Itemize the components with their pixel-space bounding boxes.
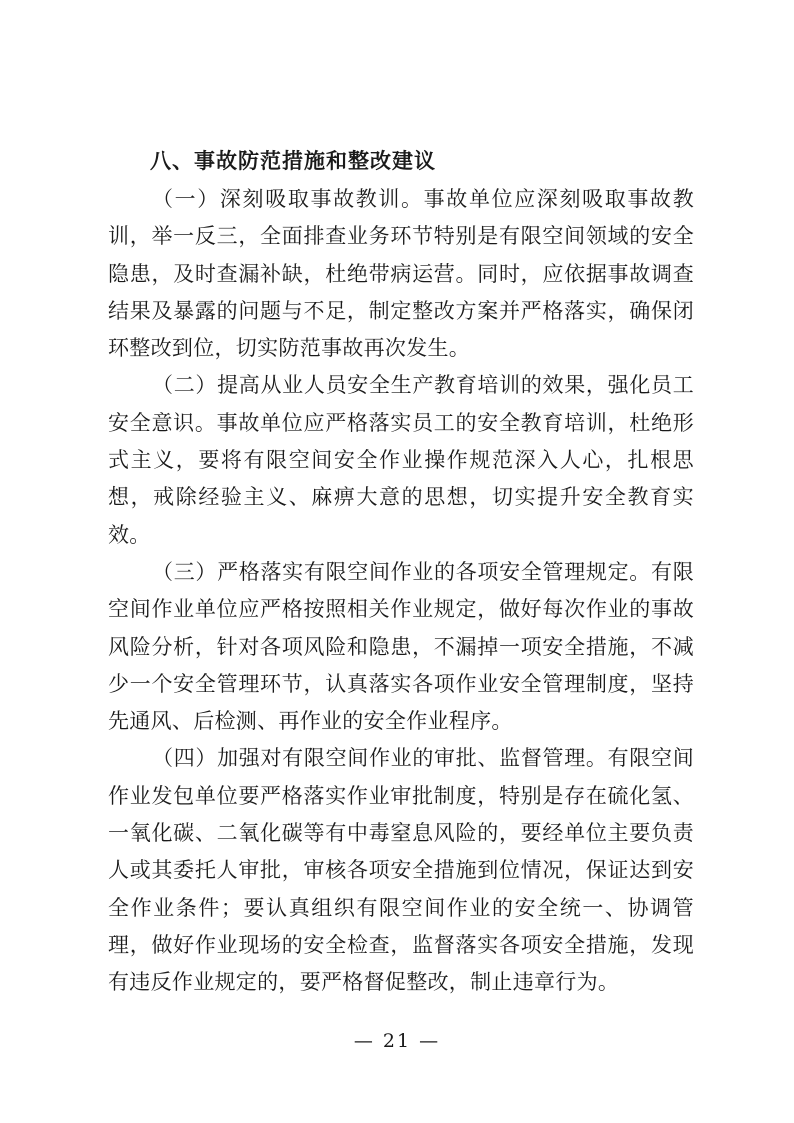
paragraph-3: （三）严格落实有限空间作业的各项安全管理规定。有限空间作业单位应严格按照相关作业规定，做好每次作业的事故风险分析，针对各项风险和隐患，不漏掉一项安全措施，不减少一个安全管理环节，认真落实各项作业安全管理制度，坚持先通风、后检测、再作业的安全作业程序。 — [108, 559, 694, 734]
paragraph-4: （四）加强对有限空间作业的审批、监督管理。有限空间作业发包单位要严格落实作业审批制度，特别是存在硫化氢、一氧化碳、二氧化碳等有中毒窒息风险的，要经单位主要负责人或其委托人审批，审核各项安全措施到位情况，保证达到安全作业条件；要认真组织有限空间作业的安全统一、协调管理，做好作业现场的安全检查，监督落实各项安全措施，发现有违反作业规定的，要严格督促整改，制止违章行为。 — [108, 746, 694, 995]
section-heading: 八、事故防范措施和整改建议 — [150, 149, 436, 173]
body-text — [108, 181, 694, 1002]
page-number: — 21 — — [353, 1030, 441, 1052]
paragraph-1: （一）深刻吸取事故教训。事故单位应深刻吸取事故教训，举一反三，全面排查业务环节特别是有限空间领域的安全隐患，及时查漏补缺，杜绝带病运营。同时，应依据事故调查结果及暴露的问题与不足，制定整改方案并严格落实，确保闭环整改到位，切实防范事故再次发生。 — [108, 187, 694, 361]
paragraph-2: （二）提高从业人员安全生产教育培训的效果，强化员工安全意识。事故单位应严格落实员工的安全教育培训，杜绝形式主义，要将有限空间安全作业操作规范深入人心，扎根思想，戒除经验主义、麻痹大意的思想，切实提升安全教育实效。 — [108, 373, 694, 547]
